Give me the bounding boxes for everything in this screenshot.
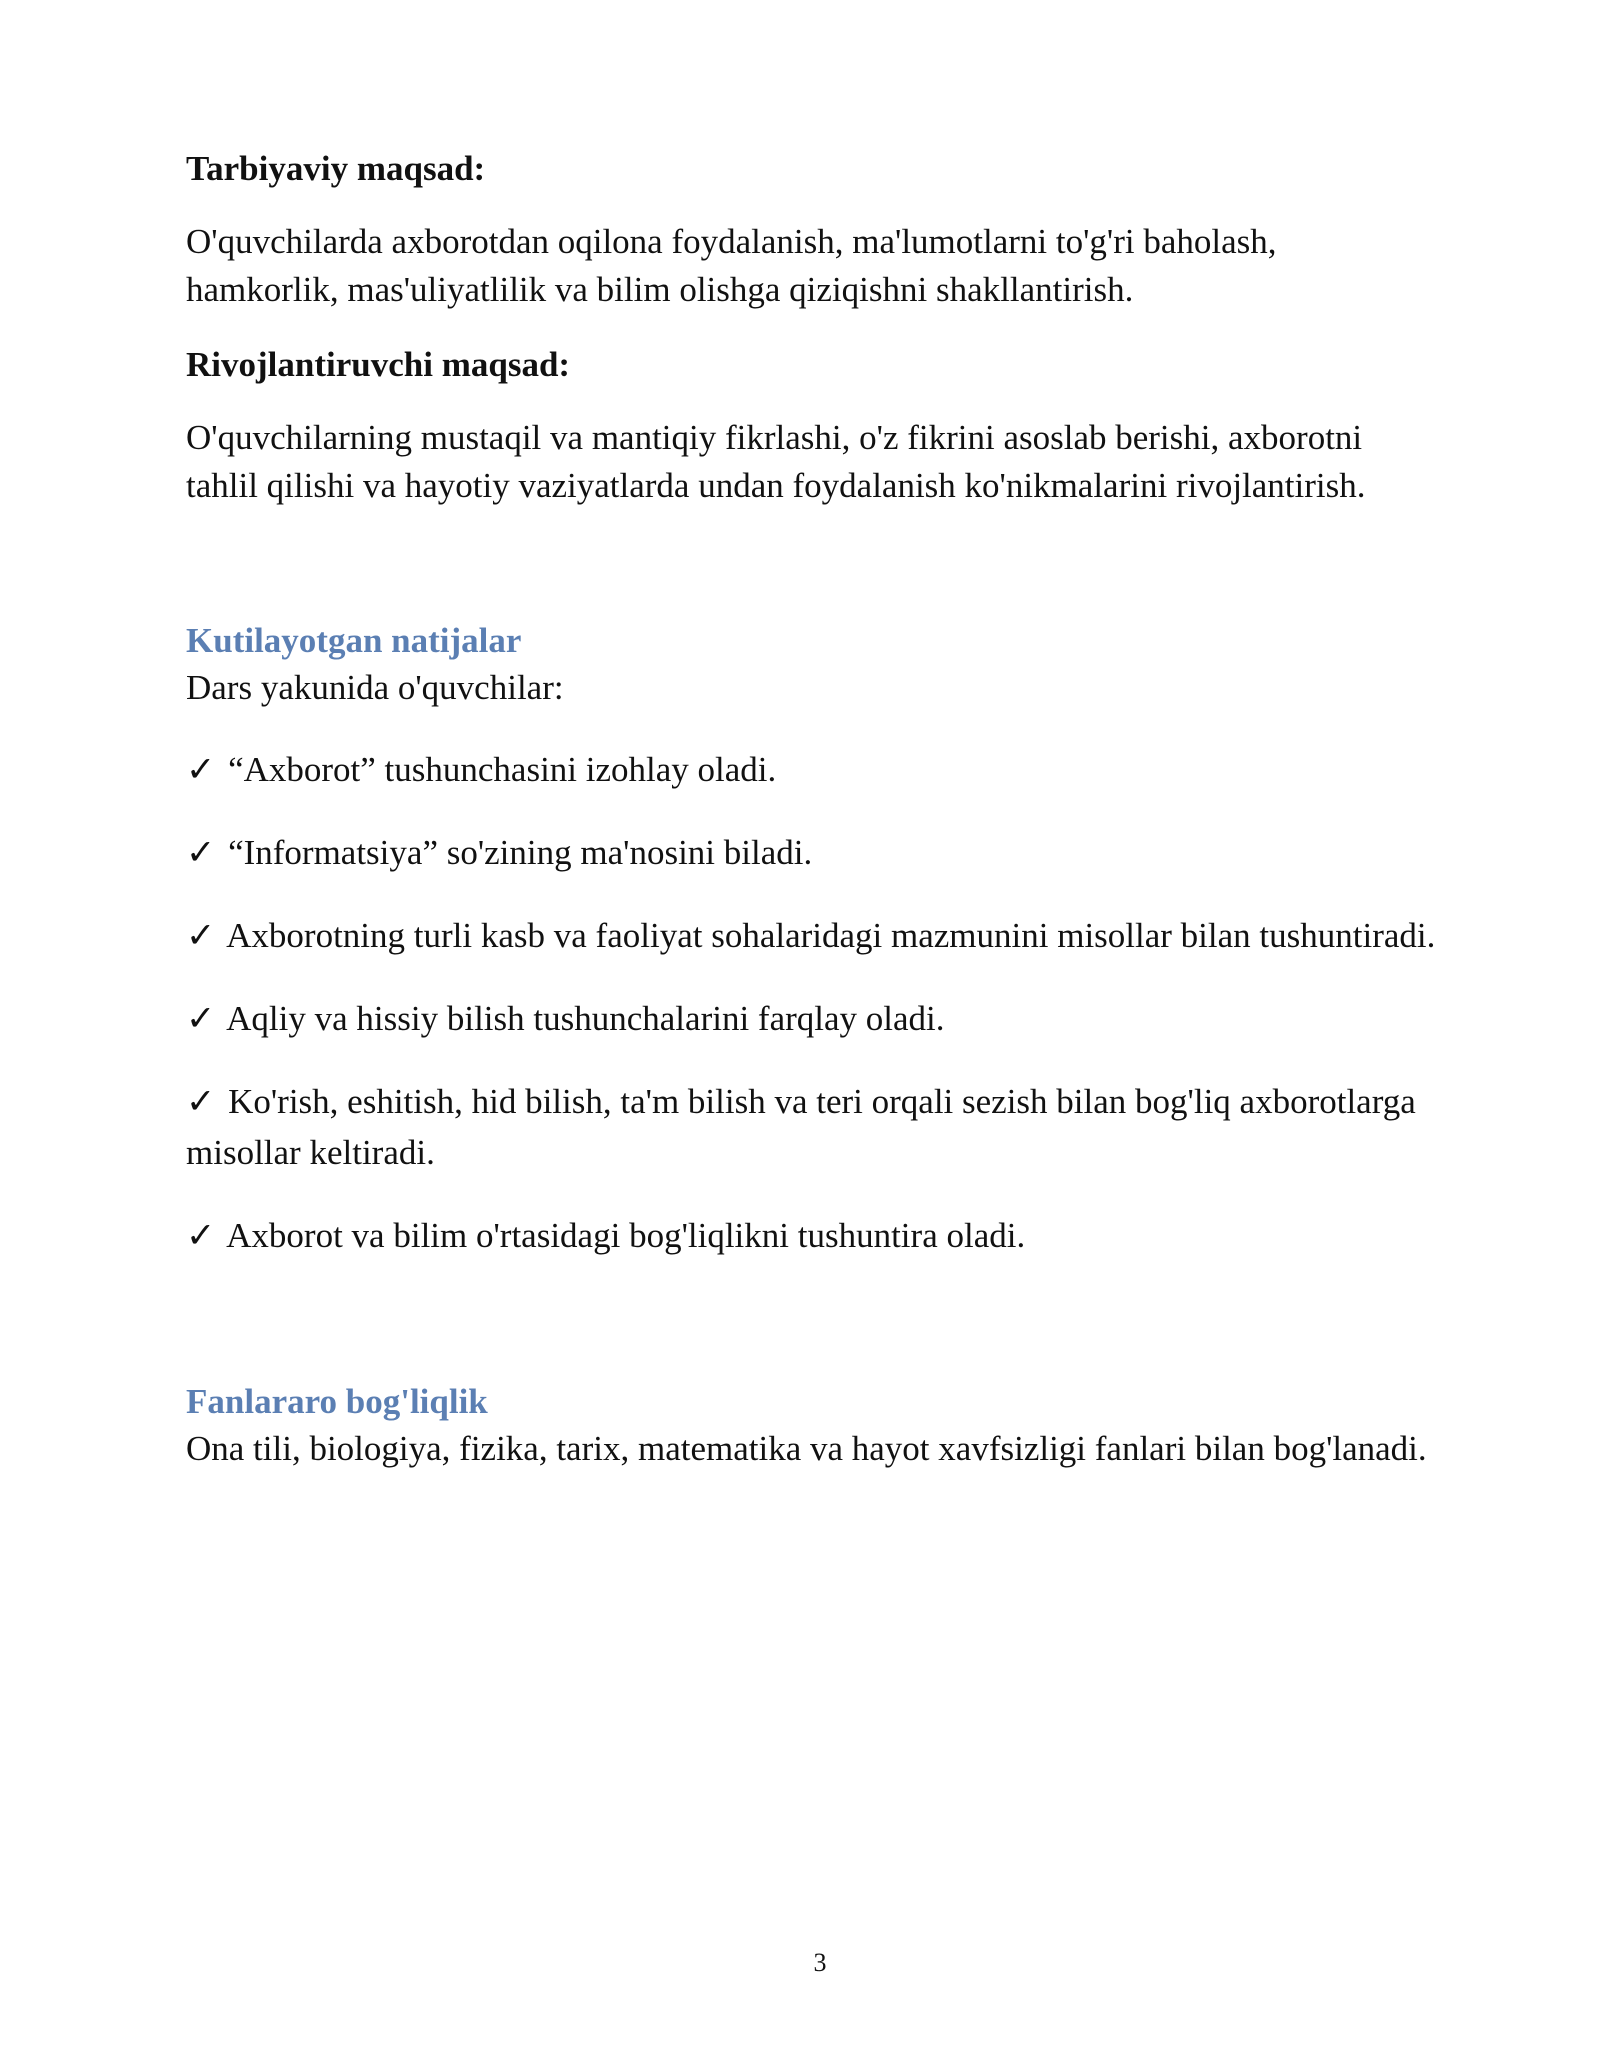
- list-item: [186, 1076, 1436, 1178]
- tarbiyaviy-heading: Tarbiyaviy maqsad:: [186, 149, 486, 188]
- fanlararo-text: Ona tili, biologiya, fizika, tarix, matematika va hayot xavfsizligi fanlari bilan bog'lanadi.: [186, 1429, 1427, 1468]
- check-icon: ✓: [186, 833, 216, 872]
- natijalar-list: [186, 744, 1436, 1261]
- list-item-text: Axborotning turli kasb va faoliyat sohalaridagi mazmunini misollar bilan tushuntiradi.: [226, 916, 1436, 955]
- list-item: [186, 744, 1436, 795]
- check-icon: ✓: [186, 1082, 216, 1121]
- natijalar-intro: Dars yakunida o'quvchilar:: [186, 668, 564, 707]
- list-item-text: “Informatsiya” so'zining ma'nosini biladi.: [228, 833, 813, 872]
- list-item: [186, 1210, 1436, 1261]
- check-icon: ✓: [186, 916, 216, 955]
- list-item-text: Aqliy va hissiy bilish tushunchalarini farqlay oladi.: [226, 999, 945, 1038]
- check-icon: ✓: [186, 999, 216, 1038]
- list-item: [186, 993, 1436, 1044]
- page-number: 3: [813, 1948, 827, 1977]
- tarbiyaviy-text: O'quvchilarda axborotdan oqilona foydalanish, ma'lumotlarni to'g'ri baholash, hamkorlik, mas'uliyatlilik va bilim olishga qiziqishni shakllantirish.: [186, 222, 1277, 309]
- list-item-text: Ko'rish, eshitish, hid bilish, ta'm bilish va teri orqali sezish bilan bog'liq axborotlarga misollar keltiradi.: [186, 1082, 1416, 1172]
- fanlararo-heading: Fanlararo bog'liqlik: [186, 1382, 488, 1421]
- natijalar-heading: Kutilayotgan natijalar: [186, 621, 522, 660]
- rivojlantiruvchi-text: O'quvchilarning mustaqil va mantiqiy fikrlashi, o'z fikrini asoslab berishi, axborotni tahlil qilishi va hayotiy vaziyatlarda undan foydalanish ko'nikmalarini rivojlantirish.: [186, 418, 1366, 505]
- check-icon: ✓: [186, 750, 216, 789]
- section-spacer: [186, 538, 1436, 618]
- list-item-text: Axborot va bilim o'rtasidagi bog'liqlikni tushuntira oladi.: [226, 1216, 1026, 1255]
- list-item: [186, 910, 1436, 961]
- check-icon: ✓: [186, 1216, 216, 1255]
- page-content: [186, 146, 1436, 1501]
- rivojlantiruvchi-heading: Rivojlantiruvchi maqsad:: [186, 345, 571, 384]
- list-item: [186, 827, 1436, 878]
- section-spacer: [186, 1293, 1436, 1379]
- list-item-text: “Axborot” tushunchasini izohlay oladi.: [228, 750, 777, 789]
